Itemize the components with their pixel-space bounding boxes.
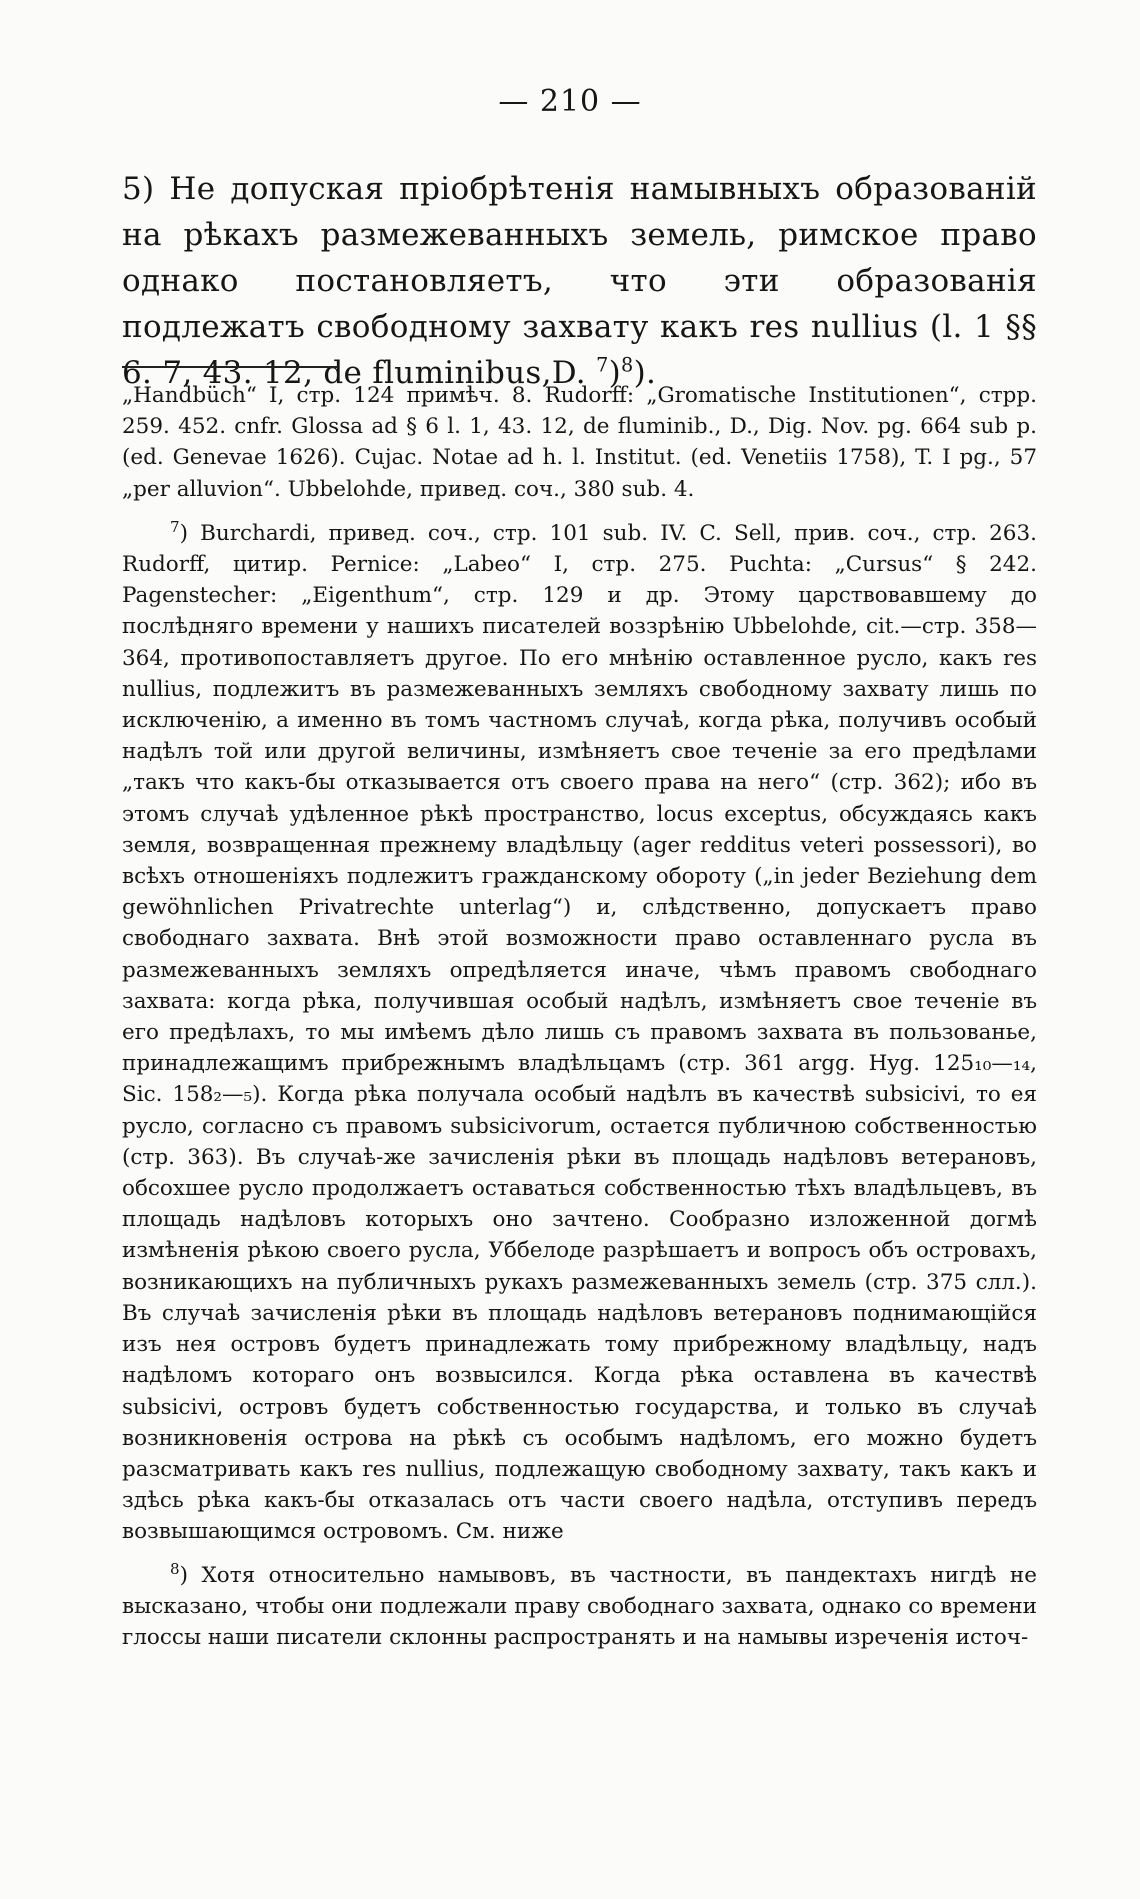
footnote-7-text: Burchardi, привед. соч., стр. 101 sub. IV. C. Sell, прив. соч., стр. 263. Rudorff, цитир. Pernice: „Labeo“ I, стр. 275. Puchta: „Cursus“ § 242. Pagenstecher: „Eigenthum“, стр. 129 и др. Этому царствовавшему до послѣдняго времени у нашихъ писателей воззрѣнію Ubbelohde, cit.—стр. 358—364, противопоставляетъ другое. По его мнѣнію оставленное русло, какъ res nullius, подлежитъ въ размежеванныхъ земляхъ свободному захвату лишь по исключенію, а именно въ томъ частномъ случаѣ, когда рѣка, получивъ особый надѣлъ той или другой величины, измѣняетъ свое теченіе за его предѣлами „такъ что какъ-бы отказывается отъ своего права на него“ (стр. 362); ибо въ этомъ случаѣ удѣленное рѣкѣ пространство, locus exceptus, обсуждаясь какъ земля, возвращенная прежнему владѣльцу (ager redditus veteri possessori), во всѣхъ отношеніяхъ подлежитъ гражданскому обороту („in jeder Beziehung dem gewöhnlichen Privatrechte unterlag“) и, слѣдственно, допускаетъ право свободнаго захвата. Внѣ этой возможности право оставленнаго русла въ размежеванныхъ земляхъ опредѣляется иначе, чѣмъ правомъ свободнаго захвата: когда рѣка, получившая особый надѣлъ, измѣняетъ свое теченіе въ его предѣлахъ, то мы имѣемъ дѣло лишь съ правомъ захвата въ пользованье, принадлежащимъ прибрежнымъ владѣльцамъ (стр. 361 argg. Hyg. 125₁₀—₁₄, Sic. 158₂—₅). Когда рѣка получала особый надѣлъ въ качествѣ subsicivi, то ея русло, согласно съ правомъ subsicivorum, остается публичною собственностью (стр. 363). Въ случаѣ-же зачисленія рѣки въ площадь надѣловъ ветерановъ, обсохшее русло продолжаетъ оставаться собственностью тѣхъ владѣльцевъ, въ площадь надѣловъ которыхъ оно зачтено. Сообразно изложенной догмѣ измѣненія рѣкою своего русла, Уббелоде разрѣшаетъ и вопросъ объ островахъ, возникающихъ на публичныхъ рукахъ размежеванныхъ земель (стр. 375 слл.). Въ случаѣ зачисленія рѣки въ площадь надѣловъ ветерановъ поднимающійся изъ нея островъ будетъ принадлежать тому прибрежному владѣльцу, надъ надѣломъ котораго онъ возвысился. Когда рѣка оставлена въ качествѣ subsicivi, островъ будетъ собственностью государства, и только въ случаѣ возникновенія острова на рѣкѣ съ особымъ надѣломъ, его можно будетъ разсматривать какъ res nullius, подлежащую свободному захвату, такъ какъ и здѣсь рѣка какъ-бы отказалась отъ части своего надѣла, отступивъ передъ возвышающимся островомъ. См. ниже (122, 520, 1037, 1545)
main-paragraph-text: 5) Не допуская пріобрѣтенія намывныхъ образованій на рѣкахъ размежеванныхъ земель, римское право однако постановляетъ, что эти образованія подлежатъ свободному захвату какъ res nullius (l. 1 §§ 6. 7, 43. 12, de fluminibus,D. (122, 171, 1037, 391)
footnote-7-close: ) (179, 520, 188, 546)
footnote-ref-8[interactable]: 8 (621, 353, 634, 377)
footnote-7 (122, 518, 1037, 1548)
page-number: — 210 — (498, 84, 642, 119)
footnote-7-mark: 7 (170, 517, 180, 536)
main-paragraph-end: ). (633, 355, 657, 391)
footnotes (122, 380, 1037, 1653)
footnote-ref-7[interactable]: 7 (596, 353, 609, 377)
footnote-continued: „Handbüch“ I, стр. 124 примѣч. 8. Rudorff: „Gromatische Institutionen“, стрр. 259. 452. cnfr. Glossa ad § 6 l. 1, 43. 12, de fluminib., D., Dig. Nov. pg. 664 sub p. (ed. Genevae 1626). Cujac. Notae ad h. l. Institut. (ed. Venetiis 1758), T. I pg., 57 „per alluvion“. Ubbelohde, привед. соч., 380 sub. 4. (122, 383, 1037, 502)
footnote-ref-close: ) (608, 355, 622, 391)
footnote-8 (122, 1560, 1037, 1654)
footnote-8-close: ) (179, 1562, 188, 1588)
footnote-8-mark: 8 (170, 1559, 180, 1578)
footnote-8-text: Хотя относительно намывовъ, въ частности, въ пандектахъ нигдѣ не высказано, чтобы они подлежали праву свободнаго захвата, однако со времени глоссы наши писатели склонны распространять и на намывы изреченія источ- (122, 1562, 1037, 1650)
main-paragraph (122, 166, 1037, 396)
footnote-divider (122, 366, 338, 368)
